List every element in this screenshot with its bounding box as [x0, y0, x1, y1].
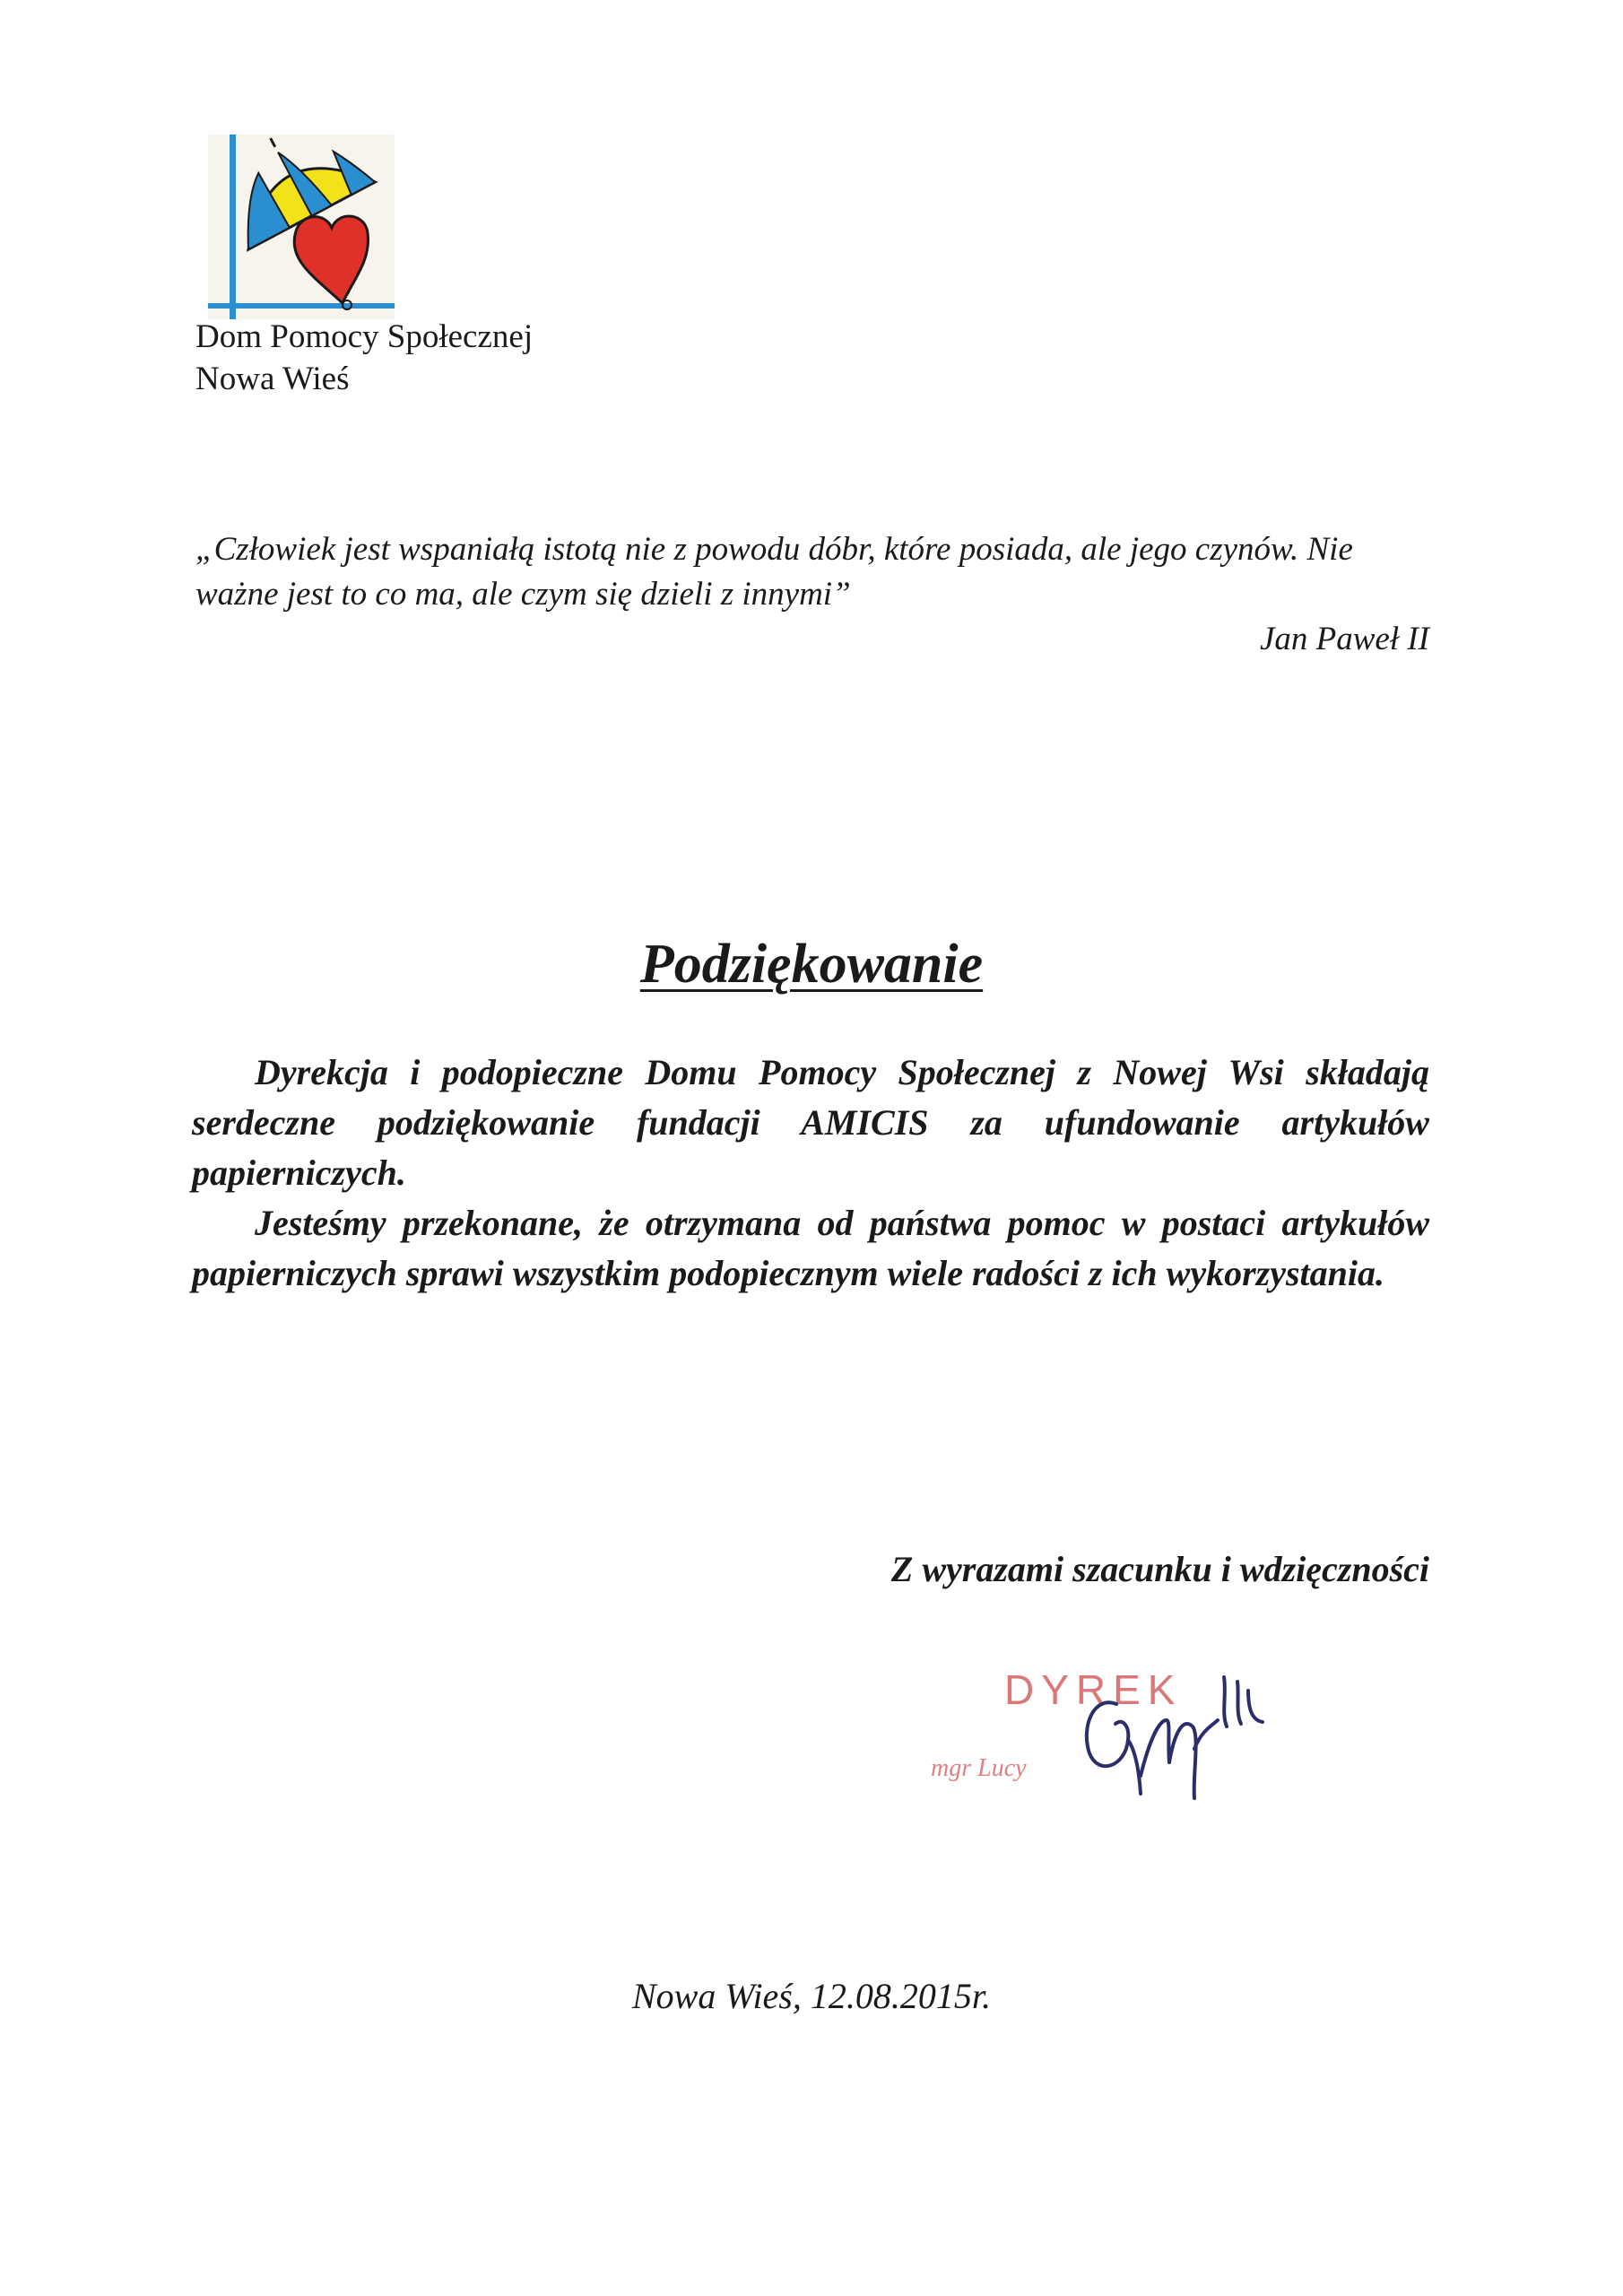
organization-name-line1: Dom Pomocy Społecznej: [195, 318, 534, 355]
letter-paragraph-2: Jesteśmy przekonane, że otrzymana od państwa pomoc w postaci artykułów papierniczych sprawi wszystkim podopiecznym wiele radości z ich wykorzystania.: [192, 1203, 1429, 1293]
quote-text: „Człowiek jest wspaniałą istotą nie z powodu dóbr, które posiada, ale jego czynów. Nie ważne jest to co ma, ale czym się dzieli z innymi”: [195, 531, 1353, 613]
quote-author: Jan Paweł II: [1259, 621, 1429, 657]
organization-name: [195, 316, 533, 400]
stamp-line2: mgr Lucy: [931, 1754, 1027, 1782]
stamp-line1: DYREK: [1004, 1666, 1183, 1713]
organization-logo: [208, 135, 395, 319]
letter-date: Nowa Wieś, 12.08.2015r.: [631, 1976, 992, 2016]
stamp-and-signature: [915, 1641, 1291, 1821]
letter-body: [192, 1048, 1429, 1299]
letter-closing: Z wyrazami szacunku i wdzięczności: [890, 1549, 1429, 1589]
organization-name-line2: Nowa Wieś: [195, 361, 350, 397]
letter-paragraph-1: Dyrekcja i podopieczne Domu Pomocy Społecznej z Nowej Wsi składają serdeczne podziękowanie fundacji AMICIS za ufundowanie artykułów papierniczych.: [192, 1052, 1429, 1193]
letter-title: Podziękowanie: [639, 934, 984, 995]
